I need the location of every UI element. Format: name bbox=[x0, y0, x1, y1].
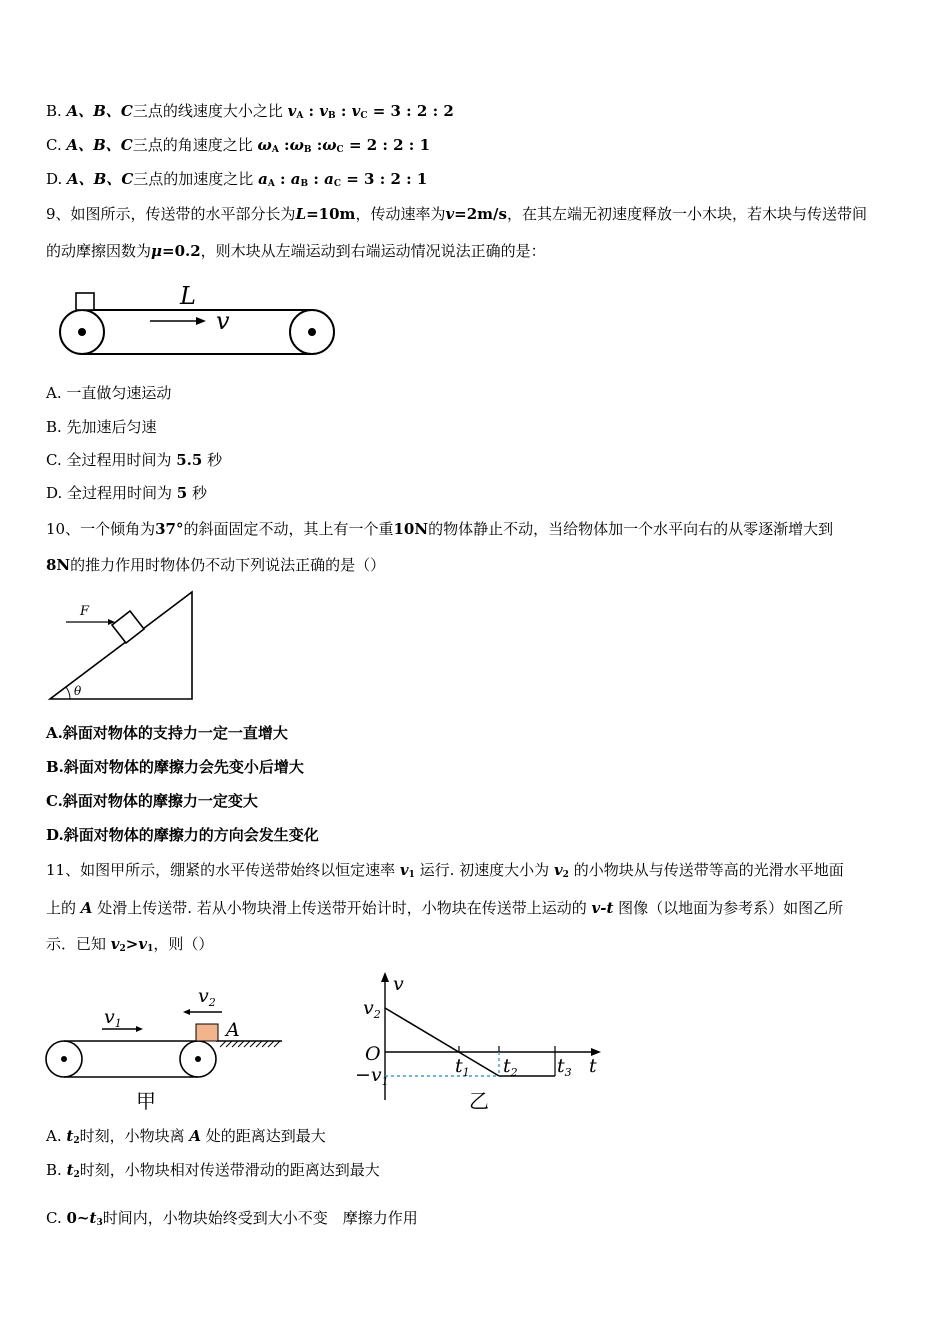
q9-conveyor-figure bbox=[56, 282, 338, 360]
q11-stem-line3: 示．已知 $v_2>v_1$，则（） bbox=[46, 935, 214, 954]
v2-arrowhead bbox=[183, 1009, 190, 1015]
left-pulley-axle bbox=[61, 1056, 67, 1062]
q9-option-b: B. 先加速后匀速 bbox=[46, 418, 157, 436]
t1-label: $t_1$ bbox=[455, 1055, 470, 1079]
q9-option-a: A. 一直做匀速运动 bbox=[46, 384, 172, 402]
graph-descent bbox=[385, 1008, 499, 1076]
ground-hatching bbox=[220, 1041, 280, 1047]
q11-figure-yi bbox=[355, 968, 605, 1114]
q11-stem-line1: 11、如图甲所示，绷紧的水平传送带始终以恒定速率 $v_1$ 运行. 初速度大小为 $v_2$ 的小物块从与传送带等高的光滑水平地面 bbox=[46, 861, 844, 880]
q10-incline-figure bbox=[44, 588, 200, 704]
q10-option-d: D.斜面对物体的摩擦力的方向会发生变化 bbox=[46, 826, 319, 844]
q10-option-b: B.斜面对物体的摩擦力会先变小后增大 bbox=[46, 758, 304, 776]
q8-option-c: C. A、B、C三点的角速度之比 $\omega_A$ $:\omega_B$ $:\omega_C = 2$ : 2 : 1 bbox=[46, 136, 431, 155]
v-axis-arrowhead bbox=[381, 972, 389, 982]
t2-label: $t_2$ bbox=[503, 1055, 518, 1079]
q11-figure-jia bbox=[44, 984, 289, 1114]
right-pulley-axle bbox=[195, 1056, 201, 1062]
q9-option-d: D. 全过程用时间为 5 秒 bbox=[46, 484, 208, 502]
q8-option-d: D. A、B、C三点的加速度之比 $a_A$ : $a_B$ : $a_C = 3$ : 2 : 1 bbox=[46, 170, 428, 189]
small-block bbox=[196, 1024, 218, 1041]
point-a-label: A bbox=[226, 1019, 240, 1041]
q10-option-c: C.斜面对物体的摩擦力一定变大 bbox=[46, 792, 258, 810]
t-axis-label: t bbox=[589, 1055, 597, 1077]
velocity-arrowhead bbox=[196, 317, 206, 325]
q10-option-a: A.斜面对物体的支持力一定一直增大 bbox=[46, 724, 288, 742]
v1-label: $v_1$ bbox=[104, 1006, 122, 1030]
t3-label: $t_3$ bbox=[557, 1055, 572, 1079]
incline bbox=[50, 592, 192, 699]
q11-stem-line2: 上的 A 处滑上传送带. 若从小物块滑上传送带开始计时，小物块在传送带上运动的 v-t 图像（以地面为参考系）如图乙所 bbox=[46, 899, 844, 917]
length-label: L bbox=[180, 282, 196, 310]
block-on-incline bbox=[112, 611, 144, 643]
q10-stem-line1: 10、一个倾角为37°的斜面固定不动，其上有一个重10N的物体静止不动，当给物体加一个水平向右的从零逐渐增大到 bbox=[46, 520, 834, 538]
q10-stem-line2: 8N的推力作用时物体仍不动下列说法正确的是（） bbox=[46, 556, 386, 574]
q9-option-c: C. 全过程用时间为 5.5 秒 bbox=[46, 451, 223, 469]
caption-jia: 甲 bbox=[136, 1089, 156, 1113]
q9-stem-line2: 的动摩擦因数为μ=0.2，则木块从左端运动到右端运动情况说法正确的是： bbox=[46, 242, 546, 260]
v-axis-label: v bbox=[393, 973, 404, 995]
neg-v1-tick-label: $-v_1$ bbox=[355, 1064, 389, 1088]
left-pulley-axle bbox=[78, 328, 86, 336]
force-label: F bbox=[80, 604, 90, 619]
right-pulley-axle bbox=[308, 328, 316, 336]
v1-arrowhead bbox=[136, 1026, 143, 1032]
origin-label: O bbox=[365, 1043, 381, 1065]
q9-stem-line1: 9、如图所示，传送带的水平部分长为L=10m，传动速率为v=2m/s，在其左端无初速度释放一小木块，若木块与传送带间 bbox=[46, 205, 867, 223]
v2-label: $v_2$ bbox=[198, 985, 216, 1009]
wood-block bbox=[76, 293, 94, 310]
q11-option-c: C. $0\sim t_3$时间内，小物块始终受到大小不变 摩擦力作用 bbox=[46, 1209, 418, 1228]
q11-option-b: B. $t_2$时刻，小物块相对传送带滑动的距离达到最大 bbox=[46, 1161, 380, 1180]
v2-tick-label: $v_2$ bbox=[363, 997, 381, 1021]
caption-yi: 乙 bbox=[469, 1089, 489, 1113]
angle-arc bbox=[66, 687, 70, 699]
q8-option-b: B. A、B、C三点的线速度大小之比 $v_A$ : $v_B$ : $v_C = 3$ : 2 : 2 bbox=[46, 102, 454, 121]
velocity-label: v bbox=[216, 307, 230, 335]
angle-label: θ bbox=[74, 684, 82, 698]
q11-option-a: A. $t_2$时刻，小物块离 A 处的距离达到最大 bbox=[46, 1127, 326, 1146]
